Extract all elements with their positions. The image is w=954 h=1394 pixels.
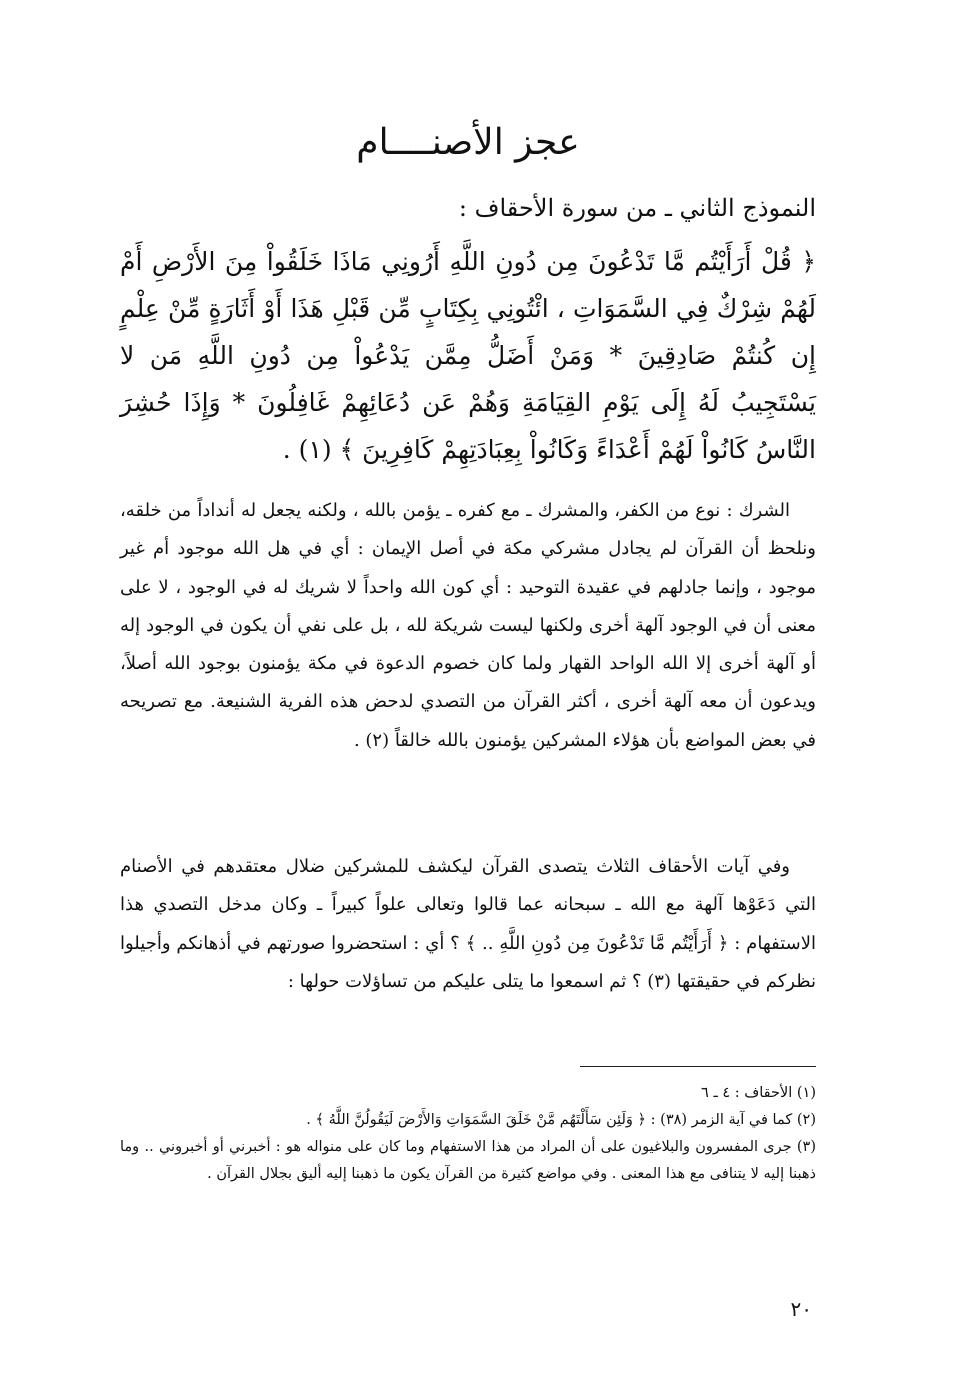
- footnote-2: (٢) كما في آية الزمر (٣٨) : ﴿ وَلَئِن سَأَلْتَهُم مَّنْ خَلَقَ السَّمَوَاتِ وَالأَرْضَ لَيَقُولُنَّ اللَّهُ ﴾ .: [306, 1112, 816, 1128]
- body-paragraph-ahqaf: وفي آيات الأحقاف الثلاث يتصدى القرآن ليكشف للمشركين ضلال معتقدهم في الأصنام التي دَعَوْها آلهة مع الله ـ سبحانه عما قالوا وتعالى علواً كبيراً ـ وكان مدخل التصدي هذا الاستفهام : ﴿ أَرَأَيْتُم مَّا تَدْعُونَ مِن دُونِ اللَّهِ .. ﴾ ؟ أي : استحضروا صورتهم في أذهانكم وأجيلوا نظركم في حقيقتها (٣) ؟ ثم اسمعوا ما يتلى عليكم من تساؤلات حولها :: [120, 856, 816, 992]
- footnotes-list: [120, 1080, 816, 1188]
- footnote-1: (١) الأحقاف : ٤ ـ ٦: [701, 1085, 816, 1101]
- section-subtitle: النموذج الثاني ـ من سورة الأحقاف :: [458, 194, 816, 222]
- footnote-separator: [580, 1066, 816, 1067]
- body-paragraph-shirk: الشرك : نوع من الكفر، والمشرك ـ مع كفره ـ يؤمن بالله ، ولكنه يجعل له أنداداً من خلقه، ونلحظ أن القرآن لم يجادل مشركي مكة في أصل الإيمان : أي في هل الله موجود أم غير موجود ، وإنما جادلهم في عقيدة التوحيد : أي كون الله واحداً لا شريك له في الوجود ، لا على معنى أن في الوجود آلهة أخرى ولكنها ليست شريكة لله ، بل على نفي أن يكون في الوجود إله أو آلهة أخرى إلا الله الواحد القهار ولما كان خصوم الدعوة في مكة يؤمنون بوجود الله أصلاً، ويدعون أن معه آلهة أخرى ، أكثر القرآن من التصدي لدحض هذه الفرية الشنيعة. مع تصريحه في بعض المواضع بأن هؤلاء المشركين يؤمنون بالله خالقاً (٢) .: [120, 500, 816, 751]
- quran-verse: ﴿ قُلْ أَرَأَيْتُم مَّا تَدْعُونَ مِن دُونِ اللَّهِ أَرُونِي مَاذَا خَلَقُواْ مِنَ الأَرْضِ أَمْ لَهُمْ شِرْكٌ فِي السَّمَوَاتِ ، ائْتُونِي بِكِتَابٍ مِّن قَبْلِ هَذَا أَوْ أَثَارَةٍ مِّنْ عِلْمٍ إِن كُنتُمْ صَادِقِينَ * وَمَنْ أَضَلُّ مِمَّن يَدْعُواْ مِن دُونِ اللَّهِ مَن لا يَسْتَجِيبُ لَهُ إِلَى يَوْمِ القِيَامَةِ وَهُمْ عَن دُعَائِهِمْ غَافِلُونَ * وَإِذَا حُشِرَ النَّاسُ كَانُواْ لَهُمْ أَعْدَاءً وَكَانُواْ بِعِبَادَتِهِمْ كَافِرِينَ ﴾ (١) .: [120, 247, 816, 464]
- page-title: عجز الأصنــــام: [356, 122, 580, 163]
- page-number: ٢٠: [790, 1297, 812, 1321]
- book-page: [120, 0, 816, 1394]
- footnote-3: (٣) جرى المفسرون والبلاغيون على أن المراد من هذا الاستفهام وما كان على منواله هو : أخبرني أو أخبروني .. وما ذهبنا إليه لا يتنافى مع هذا المعنى . وفي مواضع كثيرة من القرآن يكون ما ذهبنا إليه أليق بجلال القرآن .: [120, 1139, 816, 1182]
